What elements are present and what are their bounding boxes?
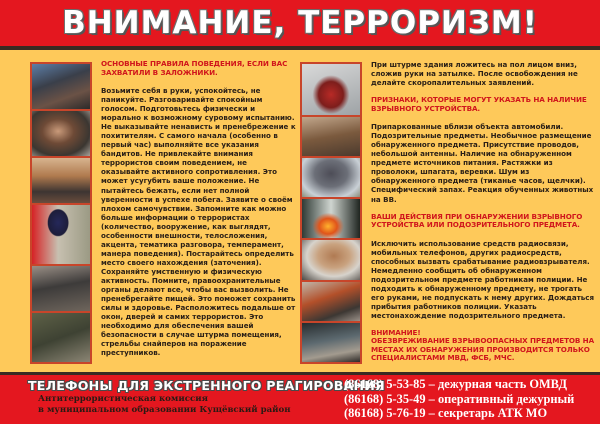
explosive-signs-text: Припаркованные вблизи объекта автомобили. Подозрительные предметы. Необычное размещение обнаруженного предмета. Присутствие проводов, небольшой антенны. Наличие на обнаруженном предмете источников питания. Растяжки из проволоки, шпагата, веревки. Шум из обнаруженного предмета (тиканье часов, щелчки). Специфический запах. Реакция обученных животных на ВВ. (371, 122, 594, 204)
middle-photo-strip (300, 62, 362, 364)
armed-militants-photo (32, 64, 90, 109)
commission-line-2: в муниципальном образовании Кущёвский район (38, 404, 291, 415)
title-banner (0, 0, 600, 50)
hostage-rules-heading: ОСНОВНЫЕ ПРАВИЛА ПОВЕДЕНИЯ, ЕСЛИ ВАС ЗАХВАТИЛИ В ЗАЛОЖНИКИ. (101, 59, 288, 77)
warning-heading: ВНИМАНИЕ! (371, 327, 421, 337)
your-actions-heading: ВАШИ ДЕЙСТВИЯ ПРИ ОБНАРУЖЕНИИ ВЗРЫВНОГО УСТРОЙСТВА ИЛИ ПОДОЗРИТЕЛЬНОГО ПРЕДМЕТА. (371, 211, 583, 230)
phone-atk-secretary: (86168) 5-76-19 – секретарь АТК МО (344, 406, 548, 420)
commission-name (38, 394, 291, 415)
phone-operational-duty: (86168) 5-35-49 – оперативный дежурный (344, 391, 575, 406)
rescue-workers-photo (302, 282, 360, 321)
hostage-rules-text: Возьмите себя в руки, успокойтесь, не паникуйте. Разговаривайте спокойным голосом. Подготовьтесь физически и морально к возможному суровому испытанию. Не выказывайте ненависть и пренебрежение к похитителям. С самого начала (особенно в первый час) выполняйте все указания бандитов. Не привлекайте внимания террористов своим поведением, не оказывайте активного сопротивления. Это может усугубить ваше положение. Не пытайтесь бежать, если нет полной уверенности в успехе побега. Заявите о своём плохом самочувствии. Запомните как можно больше информации о террористах (количество, вооружение, как выглядят, особенности внешности, телосложения, акцента, тематика разговора, темперамент, манера поведения). Постарайтесь определить место своего нахождения (заточения). Сохраняйте умственную и физическую активность. Помните, правоохранительные органы делают все, чтобы вас вызволить. Не пренебрегайте пищей. Это поможет сохранить силы и здоровье. Расположитесь подальше от окон, дверей и самих террористов. Это необходимо для обеспечения вашей безопасности в случае штурма помещения, стрельбы снайперов на поражение преступников. (101, 86, 296, 358)
left-photo-strip (30, 62, 92, 364)
storm-instructions-text: При штурме здания ложитесь на пол лицом вниз, сложив руки на затылке. После освобождения не делайте скоропалительных заявлений. (371, 60, 578, 88)
burning-car-photo (302, 199, 360, 238)
emergency-footer (0, 372, 600, 424)
street-explosion-photo (302, 240, 360, 279)
phone-list (344, 377, 574, 421)
hostage-scene-photo (32, 313, 90, 363)
poster-body (0, 50, 600, 372)
bearded-militant-photo (32, 111, 90, 156)
phone-omvd: (86168) 5-53-85 – дежурная часть ОМВД (344, 377, 567, 391)
warning-text: ОБЕЗВРЕЖИВАНИЕ ВЗРЫВООПАСНЫХ ПРЕДМЕТОВ НА МЕСТАХ ИХ ОБНАРУЖЕНИЯ ПРОИЗВОДИТСЯ ТОЛЬКО СПЕЦИАЛИСТАМИ МВД, ФСБ, МЧС. (371, 336, 595, 363)
smoke-cloud-photo (302, 158, 360, 197)
emergency-phones-title: ТЕЛЕФОНЫ ДЛЯ ЭКСТРЕННОГО РЕАГИРОВАНИЯ (28, 378, 385, 393)
hostage-rules-column (101, 60, 297, 357)
poster-title: ВНИМАНИЕ, ТЕРРОРИЗМ! (62, 5, 538, 41)
explosive-device-column (371, 60, 596, 372)
masked-gunman-photo (32, 205, 90, 264)
wreckage-photo (302, 323, 360, 362)
your-actions-text: Исключить использование средств радиосвязи, мобильных телефонов, других радиосредств, способных вызвать срабатывание радиовзрывателя. Немедленно сообщить об обнаруженном подозрительном предмете работникам полиции. Не подходить к обнаруженному предмету, не трогать его руками, не подпускать к нему других. Дождаться прибытия работников полиции. Указать местонахождение подозрительного предмета. (371, 238, 595, 320)
commission-line-1: Антитеррористическая комиссия (38, 394, 208, 404)
soldiers-with-rifles-photo (32, 266, 90, 311)
time-bomb-dynamite-photo (302, 64, 360, 115)
explosive-signs-heading: ПРИЗНАКИ, КОТОРЫЕ МОГУТ УКАЗАТЬ НА НАЛИЧИЕ ВЗРЫВНОГО УСТРОЙСТВА. (371, 95, 587, 113)
bombing-aftermath-photo (302, 117, 360, 156)
explosion-attack-photo (32, 158, 90, 203)
